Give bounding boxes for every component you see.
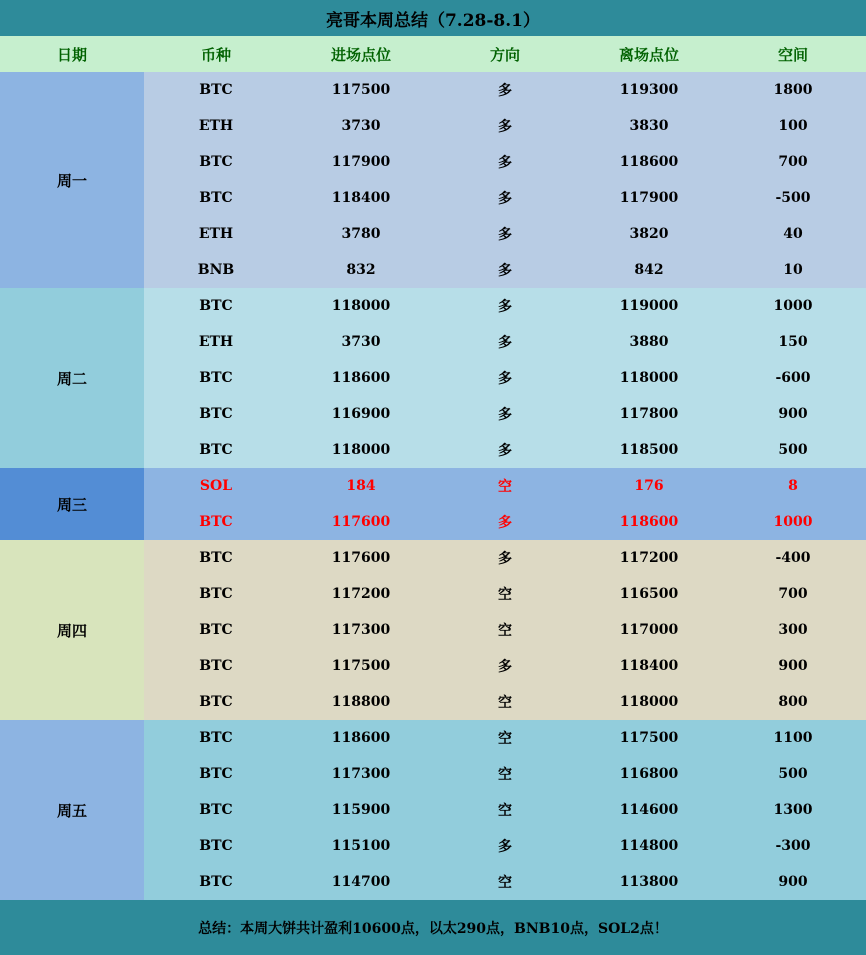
table-row	[144, 360, 866, 396]
header-exit: 离场点位	[618, 45, 680, 64]
space-cell: 1300	[773, 802, 813, 818]
coin-cell: BTC	[199, 298, 233, 314]
coin-cell: BTC	[199, 406, 233, 422]
exit-cell: 116500	[619, 586, 679, 602]
table-row	[144, 72, 866, 108]
day-group	[0, 288, 866, 468]
space-cell: 1100	[773, 730, 813, 746]
entry-cell: 116900	[331, 406, 391, 422]
day-group	[0, 720, 866, 900]
entry-cell: 114700	[331, 874, 391, 890]
entry-cell: 118600	[331, 370, 391, 386]
space-cell: 800	[778, 694, 808, 710]
space-cell: 8	[788, 478, 798, 494]
direction-cell: 多	[498, 659, 512, 675]
entry-cell: 3730	[341, 334, 381, 350]
day-rows	[144, 72, 866, 288]
exit-cell: 114600	[619, 802, 679, 818]
coin-cell: BTC	[199, 154, 233, 170]
space-cell: 150	[778, 334, 808, 350]
entry-cell: 117300	[331, 622, 391, 638]
space-cell: 1800	[773, 82, 813, 98]
day-group	[0, 540, 866, 720]
header-date: 日期	[56, 45, 88, 64]
space-cell: 40	[783, 226, 803, 242]
direction-cell: 多	[498, 371, 512, 387]
table-row	[144, 468, 866, 504]
entry-cell: 118400	[331, 190, 391, 206]
space-cell: 900	[778, 658, 808, 674]
coin-cell: BTC	[199, 622, 233, 638]
exit-cell: 117800	[619, 406, 679, 422]
exit-cell: 3820	[629, 226, 669, 242]
header-direction: 方向	[489, 45, 521, 64]
exit-cell: 114800	[619, 838, 679, 854]
coin-cell: BNB	[197, 262, 235, 278]
table-row	[144, 396, 866, 432]
table-row	[144, 792, 866, 828]
space-cell: -500	[775, 190, 811, 206]
table-row	[144, 252, 866, 288]
direction-cell: 多	[498, 191, 512, 207]
direction-cell: 多	[498, 119, 512, 135]
coin-cell: BTC	[199, 802, 233, 818]
direction-cell: 多	[498, 155, 512, 171]
table-row	[144, 216, 866, 252]
day-rows	[144, 288, 866, 468]
table-row	[144, 576, 866, 612]
day-label: 周五	[0, 720, 144, 900]
trade-table	[0, 72, 866, 900]
coin-cell: BTC	[199, 82, 233, 98]
entry-cell: 118000	[331, 442, 391, 458]
exit-cell: 118000	[619, 370, 679, 386]
direction-cell: 空	[498, 803, 512, 819]
header-entry: 进场点位	[330, 45, 392, 64]
entry-cell: 115100	[331, 838, 391, 854]
exit-cell: 176	[634, 478, 664, 494]
exit-cell: 3830	[629, 118, 669, 134]
exit-cell: 116800	[619, 766, 679, 782]
entry-cell: 118000	[331, 298, 391, 314]
table-row	[144, 108, 866, 144]
coin-cell: ETH	[198, 118, 234, 134]
space-cell: -600	[775, 370, 811, 386]
space-cell: 700	[778, 154, 808, 170]
summary-footer: 总结：本周大饼共计盈利10600点，以太290点，BNB10点，SOL2点！	[0, 900, 866, 955]
entry-cell: 117500	[331, 82, 391, 98]
direction-cell: 多	[498, 83, 512, 99]
day-rows	[144, 540, 866, 720]
table-row	[144, 612, 866, 648]
table-row	[144, 180, 866, 216]
space-cell: 500	[778, 442, 808, 458]
coin-cell: BTC	[199, 442, 233, 458]
table-header	[0, 36, 866, 72]
day-label: 周三	[0, 468, 144, 540]
direction-cell: 多	[498, 839, 512, 855]
direction-cell: 多	[498, 515, 512, 531]
space-cell: 900	[778, 406, 808, 422]
space-cell: 10	[783, 262, 803, 278]
direction-cell: 多	[498, 263, 512, 279]
exit-cell: 118600	[619, 514, 679, 530]
coin-cell: BTC	[199, 874, 233, 890]
direction-cell: 空	[498, 875, 512, 891]
coin-cell: BTC	[199, 190, 233, 206]
space-cell: 900	[778, 874, 808, 890]
coin-cell: BTC	[199, 766, 233, 782]
entry-cell: 117500	[331, 658, 391, 674]
table-row	[144, 288, 866, 324]
exit-cell: 119000	[619, 298, 679, 314]
space-cell: -400	[775, 550, 811, 566]
coin-cell: ETH	[198, 334, 234, 350]
direction-cell: 多	[498, 335, 512, 351]
coin-cell: BTC	[199, 658, 233, 674]
entry-cell: 117900	[331, 154, 391, 170]
header-space: 空间	[777, 45, 809, 64]
entry-cell: 117300	[331, 766, 391, 782]
table-row	[144, 648, 866, 684]
entry-cell: 3780	[341, 226, 381, 242]
space-cell: 500	[778, 766, 808, 782]
coin-cell: BTC	[199, 370, 233, 386]
direction-cell: 多	[498, 227, 512, 243]
exit-cell: 113800	[619, 874, 679, 890]
direction-cell: 多	[498, 407, 512, 423]
day-group	[0, 468, 866, 540]
entry-cell: 117200	[331, 586, 391, 602]
day-rows	[144, 468, 866, 540]
entry-cell: 117600	[331, 550, 391, 566]
coin-cell: BTC	[199, 694, 233, 710]
sheet-title: 亮哥本周总结（7.28-8.1）	[0, 0, 866, 36]
entry-cell: 3730	[341, 118, 381, 134]
direction-cell: 空	[498, 767, 512, 783]
direction-cell: 多	[498, 551, 512, 567]
day-label: 周一	[0, 72, 144, 288]
coin-cell: ETH	[198, 226, 234, 242]
direction-cell: 空	[498, 623, 512, 639]
space-cell: 100	[778, 118, 808, 134]
coin-cell: BTC	[199, 550, 233, 566]
direction-cell: 空	[498, 731, 512, 747]
exit-cell: 117200	[619, 550, 679, 566]
coin-cell: BTC	[199, 514, 233, 530]
table-row	[144, 720, 866, 756]
day-rows	[144, 720, 866, 900]
table-row	[144, 540, 866, 576]
space-cell: 300	[778, 622, 808, 638]
coin-cell: BTC	[199, 586, 233, 602]
table-row	[144, 504, 866, 540]
day-group	[0, 72, 866, 288]
day-label: 周二	[0, 288, 144, 468]
coin-cell: SOL	[199, 478, 233, 494]
day-label: 周四	[0, 540, 144, 720]
exit-cell: 118500	[619, 442, 679, 458]
entry-cell: 115900	[331, 802, 391, 818]
exit-cell: 117900	[619, 190, 679, 206]
exit-cell: 117500	[619, 730, 679, 746]
table-row	[144, 864, 866, 900]
exit-cell: 118000	[619, 694, 679, 710]
entry-cell: 832	[346, 262, 376, 278]
space-cell: 700	[778, 586, 808, 602]
exit-cell: 119300	[619, 82, 679, 98]
entry-cell: 184	[346, 478, 376, 494]
entry-cell: 117600	[331, 514, 391, 530]
header-coin: 币种	[200, 45, 232, 64]
exit-cell: 118600	[619, 154, 679, 170]
direction-cell: 多	[498, 299, 512, 315]
table-row	[144, 324, 866, 360]
space-cell: -300	[775, 838, 811, 854]
direction-cell: 空	[498, 587, 512, 603]
exit-cell: 117000	[619, 622, 679, 638]
direction-cell: 多	[498, 443, 512, 459]
direction-cell: 空	[498, 695, 512, 711]
table-row	[144, 684, 866, 720]
exit-cell: 842	[634, 262, 664, 278]
entry-cell: 118600	[331, 730, 391, 746]
exit-cell: 118400	[619, 658, 679, 674]
entry-cell: 118800	[331, 694, 391, 710]
table-row	[144, 828, 866, 864]
table-row	[144, 756, 866, 792]
table-row	[144, 144, 866, 180]
coin-cell: BTC	[199, 838, 233, 854]
direction-cell: 空	[498, 479, 512, 495]
coin-cell: BTC	[199, 730, 233, 746]
exit-cell: 3880	[629, 334, 669, 350]
space-cell: 1000	[773, 298, 813, 314]
space-cell: 1000	[773, 514, 813, 530]
table-row	[144, 432, 866, 468]
